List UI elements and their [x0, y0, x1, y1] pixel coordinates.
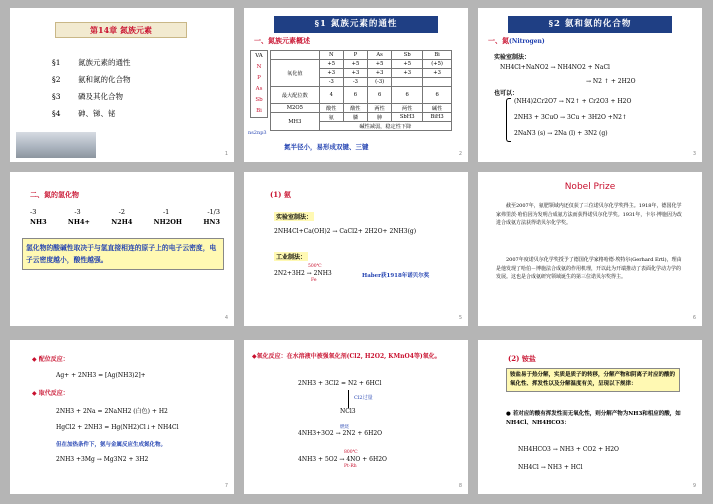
- slide-number: 3: [692, 151, 696, 157]
- equation: NH4Cl+NaNO2 → NH4NO2 + NaCl: [500, 64, 610, 71]
- formula: NH4+: [67, 218, 90, 226]
- slide-number: 1: [224, 151, 228, 157]
- equation: HgCl2 + 2NH3 = Hg(NH2)Cl↓+ NH4Cl: [56, 424, 179, 431]
- product: NCl3: [340, 408, 356, 415]
- equation: 2NH4Cl+Ca(OH)2 → CaCl2+ 2H2O+ 2NH3(g): [274, 228, 417, 235]
- section-heading: (2) 铵盐: [508, 354, 536, 363]
- lab-label: 实验室制法：: [276, 214, 313, 221]
- diamond-icon: ◆: [32, 356, 39, 363]
- equation: NH4Cl → NH3 + HCl: [518, 464, 583, 471]
- equation: 2N2+3H2 → 2NH3: [274, 270, 332, 277]
- slide-number: 4: [224, 315, 228, 321]
- toc-item[interactable]: §2 氨和氮的化合物: [52, 75, 131, 84]
- toc-item[interactable]: §1 氮族元素的通性: [52, 58, 131, 67]
- brace-icon: [506, 98, 511, 142]
- slide-title: 第14章 氮族元素: [55, 22, 187, 38]
- bullet-heading: ◆ 取代反应：: [32, 390, 69, 397]
- equation: 4NH3+3O2 → 2N2 + 6H2O: [298, 430, 383, 437]
- ox-state: -1/3: [207, 208, 220, 216]
- section-heading: (1) 氨: [270, 190, 291, 199]
- bullet-icon: ●: [506, 411, 513, 417]
- toc-item[interactable]: §4 砷、锑、铋: [52, 109, 116, 118]
- ox-state: -1: [162, 208, 170, 216]
- diamond-icon: ◆: [32, 390, 39, 397]
- down-arrow-icon: [348, 390, 349, 408]
- condition: Cl2过量: [354, 395, 373, 401]
- equation: 4NH3 + 5O2 → 4NO + 6H2O: [298, 456, 387, 463]
- slide-number: 5: [458, 315, 462, 321]
- condition-top: 500℃: [308, 264, 322, 269]
- industry-label: 工业制法：: [276, 254, 307, 261]
- slide-8[interactable]: [244, 340, 468, 494]
- config-note: ns2np3: [248, 130, 267, 136]
- formula: HN3: [203, 218, 220, 226]
- group-label: VA N P As Sb Bi: [250, 50, 268, 118]
- formula: NH3: [30, 218, 47, 226]
- section-heading: 二、氮的氢化物: [30, 190, 79, 199]
- key-box: 氢化物的酸碱性取决于与氢直接相连的原子上的电子云密度，电子云密度越小，酸性越强。: [22, 238, 224, 270]
- toc-item[interactable]: §3 磷及其化合物: [52, 92, 123, 101]
- formula: NH2OH: [153, 218, 183, 226]
- note: 但在加热条件下，氨与金属反应生成氮化物。: [56, 442, 167, 448]
- equation: 2NH3 + 3CuO → 3Cu + 3H2O +N2↑: [514, 114, 627, 121]
- ox-state: -3: [30, 208, 37, 216]
- section-heading: 一、氮族元素概述: [254, 36, 310, 45]
- slide-header-bar: §2 氨和氨的化合物: [508, 16, 672, 33]
- paragraph: 2007年度诺贝尔化学奖授予了德国化学家格哈德·埃特尔(Gerhard Ertl)，理由是他发现了哈伯－博施法合成氨的作用机理，开以此为开端推动了表面化学动力学的发展。这也是合成氨研究领域诞生的第三位诺贝尔奖得主。: [496, 257, 682, 280]
- slide-4[interactable]: [10, 172, 234, 326]
- hydride-row: [30, 208, 220, 226]
- section-heading: 一、氮(Nitrogen): [488, 36, 545, 45]
- condition-bottom: Pt-Rh: [344, 464, 357, 469]
- slide-number: 7: [224, 483, 228, 489]
- equation: Ag+ + 2NH3 = [Ag(NH3)2]+: [56, 372, 146, 379]
- slide-header-bar: §1 氮族元素的通性: [274, 16, 438, 33]
- properties-table: N P As Sb Bi 氧化值 +5 +5 +5 +5 (+5) +3 +3 +3 +3 +3 -3 -3 (-3) 最大配位数 4 6 6 6 6 M2O5 酸性 酸性 两性 两性 碱性 MH3 氨 膦 胂 SbH3 BiH3 碱性减弱，稳定性下降: [270, 50, 452, 131]
- slide-title: Nobel Prize: [564, 182, 616, 192]
- slide-7[interactable]: [10, 340, 234, 494]
- slide-2[interactable]: [244, 8, 468, 162]
- slide-5[interactable]: [244, 172, 468, 326]
- haber-note: Haber获1918年诺贝尔奖: [362, 273, 430, 279]
- diamond-icon: ◆: [252, 353, 257, 360]
- equation: 2NaN3 (s) → 2Na (l) + 3N2 (g): [514, 130, 608, 137]
- condition: 燃烧: [340, 425, 349, 430]
- condition-top: 800℃: [344, 450, 358, 455]
- bullet-heading: ◆ 配位反应：: [32, 356, 69, 363]
- slide-number: 9: [692, 483, 696, 489]
- ox-state: -3: [74, 208, 81, 216]
- toc-list: [52, 54, 131, 122]
- bullet-heading: ◆氧化反应：在水溶液中被强氧化剂(Cl2, H2O2, KMnO4等)氧化。: [252, 353, 441, 360]
- equation: NH4HCO3 → NH3 + CO2 + H2O: [518, 446, 619, 453]
- key-box: 铵盐易于热分解，实质是质子的转移，分解产物和阴离子对应的酸的氧化性、挥发性以及分解温度有关，呈现以下规律：: [506, 368, 680, 392]
- slide-number: 2: [458, 151, 462, 157]
- ox-state: -2: [118, 208, 125, 216]
- slide-6[interactable]: [478, 172, 702, 326]
- slide-number: 6: [692, 315, 696, 321]
- paragraph: 截至2007年，氨肥领域内还仅获了三位诺贝尔化学奖得主。1918年，德国化学家弗里茨·哈伯因为发明合成氨方法而获得诺贝尔化学奖。1931年，卡尔·博施因为改进合成氨方法获得诺贝尔化学奖。: [496, 203, 682, 226]
- lab-label: 实验室制法：: [494, 54, 531, 61]
- equation: (NH4)2Cr2O7 → N2↑ + Cr2O3 + H2O: [514, 98, 632, 105]
- slide-3[interactable]: [478, 8, 702, 162]
- slide-9[interactable]: [478, 340, 702, 494]
- slide-number: 8: [458, 483, 462, 489]
- equation: 2NH3 + 3Cl2 = N2 + 6HCl: [298, 380, 382, 387]
- formula: N2H4: [111, 218, 133, 226]
- footer-note: 氮半径小，易形成双键、三键: [284, 143, 369, 151]
- equation: 2NH3 + 2Na = 2NaNH2 (白色) + H2: [56, 408, 168, 415]
- equation: 2NH3 +3Mg → Mg3N2 + 3H2: [56, 456, 149, 463]
- condition-bottom: Fe: [311, 278, 317, 283]
- slide-1[interactable]: [10, 8, 234, 162]
- also-label: 也可以：: [494, 90, 519, 97]
- equation: → N2 ↑ + 2H2O: [586, 78, 636, 85]
- bullet-text: ● 若对应的酸有挥发性而无氧化性，则分解产物为NH3和相应的酸，如NH4Cl、NH4HCO3：: [506, 411, 681, 426]
- campus-photo: [16, 132, 96, 158]
